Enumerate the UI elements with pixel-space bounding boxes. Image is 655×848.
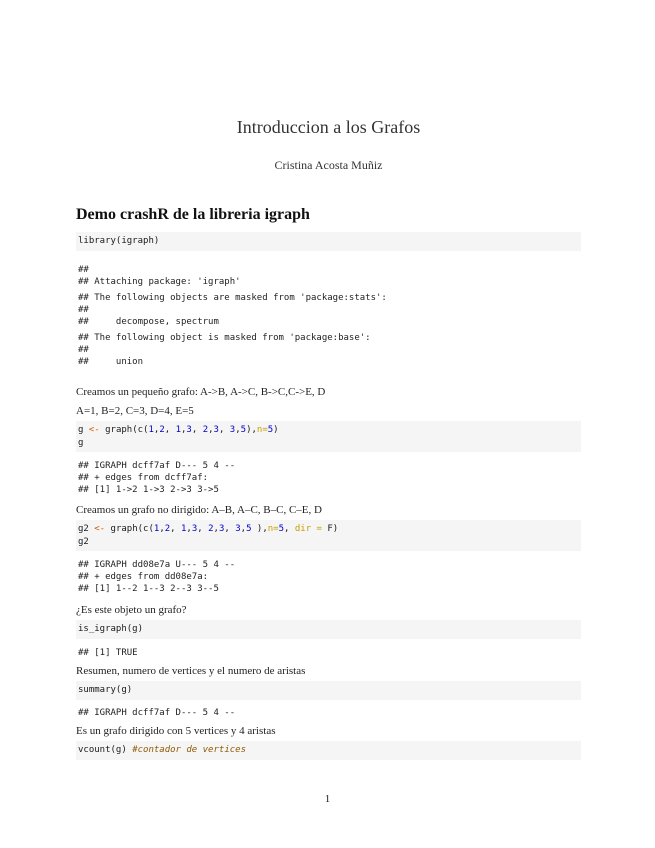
output-line: ## decompose, spectrum [78, 317, 219, 327]
code-block-library [76, 232, 581, 251]
output-block-is-igraph [76, 647, 585, 659]
code-line: g [78, 437, 84, 448]
paragraph: Creamos un grafo no dirigido: A–B, A–C, B–C, C–E, D [76, 504, 322, 516]
output-block-graph [76, 460, 585, 496]
code-block-summary [76, 681, 581, 700]
code-line: is_igraph(g) [78, 624, 144, 634]
output-line: ## [1] 1->2 1->3 2->3 3->5 [78, 485, 219, 495]
code-comment: #contador de vertices [132, 745, 246, 755]
output-block-attach [76, 264, 585, 368]
output-line: ## The following objects are masked from 'package:stats': [78, 293, 387, 303]
code-line: vcount(g) #contador de vertices [78, 745, 246, 755]
output-block-undirected [76, 559, 585, 595]
code-block-vcount [76, 741, 581, 760]
output-line: ## [78, 305, 89, 315]
output-line: ## [1] TRUE [78, 648, 138, 658]
code-block-graph [76, 421, 581, 452]
output-line: ## [78, 265, 89, 275]
code-line: summary(g) [78, 685, 133, 695]
code-line: g2 <- graph(c(1,2, 1,3, 2,3, 3,5 ),n=5, dir = F) [78, 524, 339, 534]
output-line: ## Attaching package: 'igraph' [78, 277, 241, 287]
paragraph: Es un grafo dirigido con 5 vertices y 4 aristas [76, 725, 276, 737]
code-block-undirected [76, 520, 581, 551]
output-line: ## union [78, 357, 144, 367]
output-line: ## IGRAPH dd08e7a U--- 5 4 -- [78, 560, 236, 570]
document-title: Introduccion a los Grafos [236, 117, 421, 137]
output-line: ## IGRAPH dcff7af D--- 5 4 -- [78, 708, 236, 718]
output-line: ## + edges from dcff7af: [78, 473, 209, 483]
output-line: ## + edges from dd08e7a: [78, 572, 209, 582]
paragraph: Creamos un pequeño grafo: A->B, A->C, B->C,C->E, D [76, 386, 326, 398]
code-block-is-igraph [76, 620, 581, 639]
output-line: ## [78, 345, 89, 355]
code-line: library(igraph) [78, 236, 160, 246]
code-line: g2 [78, 536, 89, 547]
paragraph: ¿Es este objeto un grafo? [76, 604, 187, 616]
document-author: Cristina Acosta Muñiz [274, 158, 383, 172]
page-number: 1 [324, 793, 331, 805]
paragraph: Resumen, numero de vertices y el numero de aristas [76, 665, 306, 677]
section-heading: Demo crashR de la libreria igraph [76, 206, 310, 223]
output-line: ## [1] 1--2 1--3 2--3 3--5 [78, 584, 219, 594]
output-line: ## The following object is masked from 'package:base': [78, 333, 371, 343]
output-block-summary [76, 707, 585, 719]
paragraph: A=1, B=2, C=3, D=4, E=5 [76, 405, 194, 417]
output-line: ## IGRAPH dcff7af D--- 5 4 -- [78, 461, 236, 471]
code-line: g <- graph(c(1,2, 1,3, 2,3, 3,5),n=5) [78, 425, 279, 435]
